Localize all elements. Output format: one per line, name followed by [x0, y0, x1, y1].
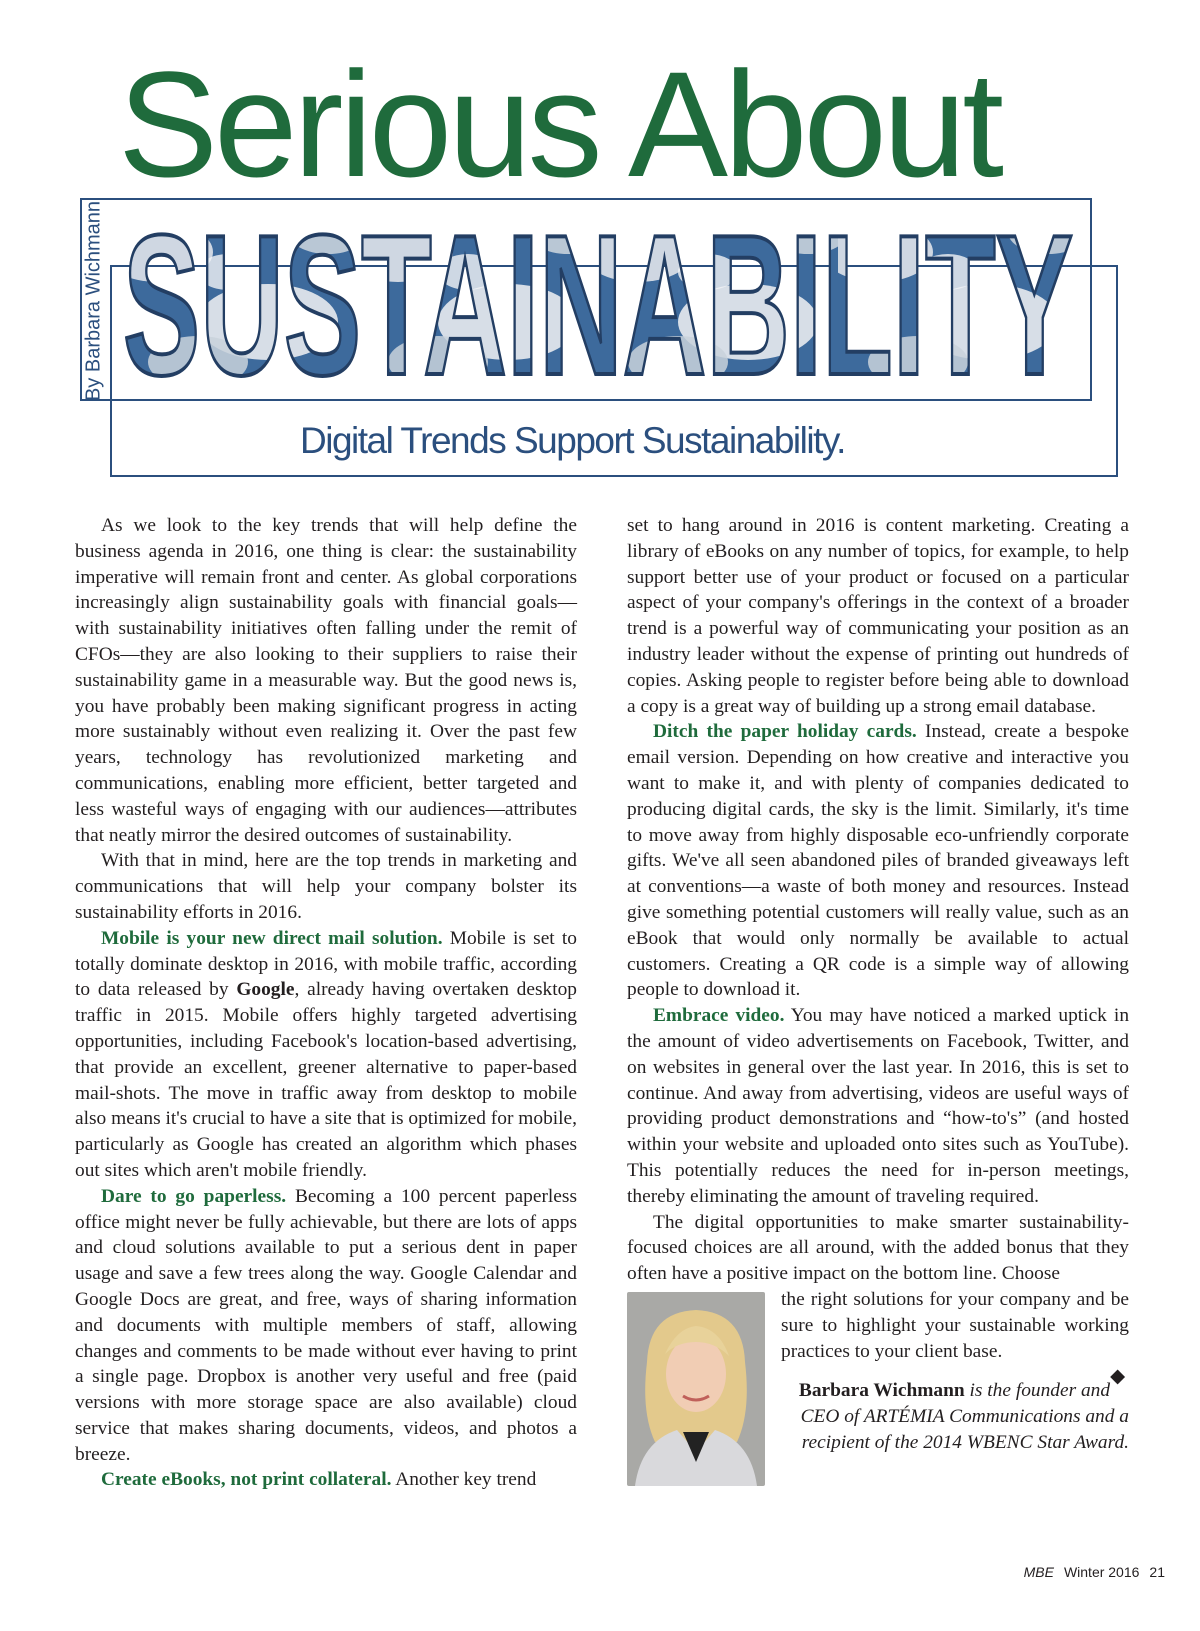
magazine-name: MBE — [1023, 1564, 1054, 1580]
article-column-right — [627, 513, 1129, 1490]
paragraph — [627, 719, 1129, 1003]
paragraph-text: Becoming a 100 percent paperless office might never be fully achievable, but there are lots of apps and cloud solutions available to put a serious dent in paper usage and save a few trees along the way. Google Calendar and Google Docs are great, and free, ways of sharing information and documents with multiple members of staff, allowing changes and comments to be made without ever having to print a single page. Dropbox is another very useful and free (paid versions with more storage space are also available) cloud service that makes sharing documents, videos, and photos a breeze. — [75, 1185, 577, 1465]
paragraph — [75, 1184, 577, 1468]
section-lead: Mobile is your new direct mail solution. — [101, 927, 443, 949]
page-number: 21 — [1149, 1564, 1165, 1580]
byline-text: By Barbara Wichmann — [82, 200, 105, 402]
author-name: Barbara Wichmann — [798, 1380, 965, 1402]
emphasis-google: Google — [236, 979, 295, 1001]
paragraph-text: You may have noticed a marked uptick in the amount of video advertisements on Facebook, Twitter, and on websites in general over the last year. In 2016, this is set to continue. And away from advertising, videos are useful ways of providing product demonstrations and “how-to's” (and hosted within your website and uploaded onto sites such as YouTube). This potentially reduces the need for in-person meetings, thereby eliminating the amount of traveling required. — [627, 1005, 1130, 1207]
subtitle: Digital Trends Support Sustainability. — [300, 420, 845, 461]
paragraph — [627, 1003, 1129, 1209]
headline-serious-about: Serious About — [118, 40, 1000, 208]
author-bio-text: is the founder and CEO of ARTÉMIA Communications and a recipient of the 2014 WBENC Star Award. — [800, 1380, 1129, 1453]
article-column-left — [75, 513, 577, 1493]
paragraph-text: Instead, create a bespoke email version. Depending on how creative and interactive you want to make it, and with plenty of companies dedicated to producing digital cards, the sky is the limit. Similarly, it's time to move away from highly disposable eco-unfriendly corporate gifts. We've all seen abandoned piles of branded giveaways left at conventions—a waste of both money and resources. Instead give something potential customers will really value, such as an eBook that would only normally be available to actual customers. Creating a QR code is a simple way of allowing people to download it. — [627, 721, 1129, 1001]
paragraph — [75, 1467, 577, 1493]
paragraph: The digital opportunities to make smarter sustainability-focused choices are all around, with the added bonus that they often have a positive impact on the bottom line. Choose — [627, 1211, 1129, 1285]
page-footer — [1024, 1564, 1165, 1580]
end-of-article-mark: ◆ — [1110, 1366, 1125, 1388]
headline-sustainability-text: SUSTAINABILITY — [123, 202, 1073, 390]
headline-sustainability — [118, 202, 1078, 390]
paragraph-text: , already having overtaken desktop traffic in 2015. Mobile offers highly targeted advertising opportunities, including Facebook's location-based advertising, that provide an excellent, greener alternative to paper-based mail-shots. The move in traffic away from desktop to mobile also means it's crucial to have a site that is optimized for mobile, particularly as Google has created an algorithm which phases out sites which aren't mobile friendly. — [75, 979, 577, 1181]
section-lead: Create eBooks, not print collateral. — [101, 1469, 392, 1491]
section-lead: Embrace video. — [653, 1005, 785, 1027]
paragraph-text: Another key trend — [391, 1469, 537, 1491]
paragraph: With that in mind, here are the top trends in marketing and communications that will help your company bolster its sustainability efforts in 2016. — [75, 850, 577, 923]
author-photo — [627, 1292, 765, 1486]
section-lead: Ditch the paper holiday cards. — [653, 721, 917, 743]
paragraph: As we look to the key trends that will help define the business agenda in 2016, one thing is clear: the sustainability imperative will remain front and center. As global corporations increasingly align sustainability goals with financial goals—with sustainability initiatives often falling under the remit of CFOs—they are also looking to their suppliers to raise their sustainability game in a measurable way. But the good news is, you have probably been making significant progress in acting more sustainably without even realizing it. Over the past few years, technology has revolutionized marketing and communications, enabling more efficient, better targeted and less wasteful ways of engaging with our audiences—attributes that neatly mirror the desired outcomes of sustainability. — [75, 515, 577, 846]
section-lead: Dare to go paperless. — [101, 1185, 287, 1207]
paragraph-text: the right solutions for your company and be sure to highlight your sustainable working practices to your client base. — [781, 1288, 1129, 1362]
byline — [78, 200, 110, 402]
issue-label: Winter 2016 — [1063, 1564, 1140, 1580]
paragraph — [75, 926, 577, 1184]
paragraph-text: Mobile is set to totally dominate desktop in 2016, with mobile traffic, according to data released by — [75, 927, 577, 1001]
paragraph: set to hang around in 2016 is content marketing. Creating a library of eBooks on any number of topics, for example, to help support better use of your product or focused on a particular aspect of your company's offerings in the context of a broader trend is a powerful way of communicating your position as an industry leader without the expense of printing out hundreds of copies. Asking people to register before being able to download a copy is a great way of building up a strong email database. — [627, 515, 1129, 717]
